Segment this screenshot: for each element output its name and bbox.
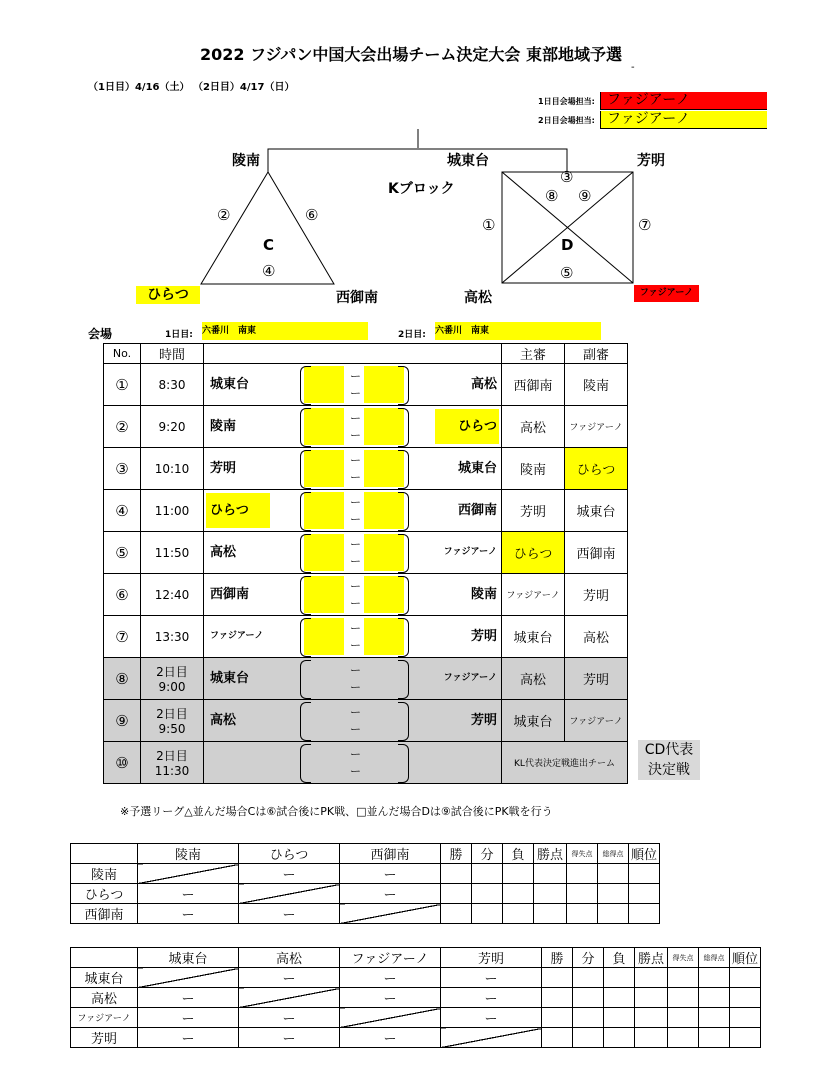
- main-referee: ひらつ: [502, 532, 565, 574]
- result-cell: [138, 1028, 239, 1048]
- score-dash-bottom: ー: [350, 513, 361, 526]
- stat-cell: [629, 884, 660, 904]
- match-cell: [204, 658, 502, 700]
- bracket-right: [398, 660, 409, 699]
- away-team: ファジアーノ: [443, 673, 497, 683]
- side-note-line1: CD代表: [644, 742, 694, 758]
- edge-d-diag-a: ⑧: [545, 187, 559, 205]
- stat-cell: [503, 864, 534, 884]
- match-number: ⑧: [104, 658, 141, 700]
- dash-mark: ー: [282, 1032, 296, 1047]
- sub-referee: ファジアーノ: [565, 700, 628, 742]
- bracket-left: [300, 450, 311, 489]
- group-d-top-right-team: 芳明: [637, 153, 665, 169]
- match-day: 2日目: [156, 749, 188, 763]
- bracket-right: [398, 702, 409, 741]
- away-team: ファジアーノ: [443, 547, 497, 557]
- stat-header: 分: [573, 948, 604, 968]
- stat-header: 負: [503, 844, 534, 864]
- column-team: ひらつ: [239, 844, 340, 864]
- match-time: 10:10: [141, 448, 204, 490]
- stat-cell: [635, 1008, 668, 1028]
- stat-cell: [730, 1008, 761, 1028]
- score-dash-bottom: ー: [350, 723, 361, 736]
- match-time: [141, 742, 204, 784]
- match-cell: [204, 532, 502, 574]
- sub-referee: 西御南: [565, 532, 628, 574]
- stat-cell: [635, 988, 668, 1008]
- stat-cell: [668, 968, 699, 988]
- venue-day1-label: 1日目:: [165, 330, 193, 340]
- stat-cell: [503, 904, 534, 924]
- stat-cell: [668, 1008, 699, 1028]
- stat-cell: [472, 864, 503, 884]
- match-number: ⑦: [104, 616, 141, 658]
- match-number: ④: [104, 490, 141, 532]
- bracket-left: [300, 408, 311, 447]
- self-cell: [340, 904, 441, 924]
- home-team: 城東台: [210, 377, 250, 392]
- corner-cell: [71, 844, 138, 864]
- stat-cell: [730, 988, 761, 1008]
- stat-header: 勝点: [534, 844, 567, 864]
- operation-day2-team: ファジアーノ: [600, 111, 767, 129]
- row-team: ひらつ: [71, 884, 138, 904]
- header-main-ref: 主審: [502, 344, 565, 364]
- stat-cell: [441, 904, 472, 924]
- stat-cell: [573, 1008, 604, 1028]
- side-note: [638, 740, 700, 780]
- main-referee: ファジアーノ: [502, 574, 565, 616]
- schedule-row: [104, 742, 628, 784]
- match-cell: [204, 364, 502, 406]
- dash-mark: ー: [484, 972, 498, 987]
- away-team: ひらつ: [458, 419, 497, 434]
- stat-cell: [542, 968, 573, 988]
- venue-day2-label: 2日目:: [398, 330, 426, 340]
- result-cell: [138, 1008, 239, 1028]
- match-number: ⑤: [104, 532, 141, 574]
- match-number: ①: [104, 364, 141, 406]
- result-cell: [138, 988, 239, 1008]
- standings-header: [71, 948, 761, 968]
- dash-mark: ー: [484, 1012, 498, 1027]
- dash-mark: ー: [181, 992, 195, 1007]
- match-time: 12:40: [141, 574, 204, 616]
- operation-day1-label: 1日目会場担当:: [538, 96, 595, 106]
- standings-table-c: [70, 843, 660, 924]
- stat-cell: [635, 1028, 668, 1048]
- stat-cell: [573, 968, 604, 988]
- stat-header: 勝: [441, 844, 472, 864]
- bracket-left: [300, 534, 311, 573]
- home-team: 陵南: [210, 419, 237, 434]
- score-dash-bottom: ー: [350, 429, 361, 442]
- schedule-row: [104, 532, 628, 574]
- stat-cell: [534, 904, 567, 924]
- result-cell: [340, 864, 441, 884]
- stat-header: 総得点: [598, 844, 629, 864]
- score-dash-top: ー: [350, 580, 361, 593]
- result-cell: [239, 864, 340, 884]
- match-number: ⑥: [104, 574, 141, 616]
- score-dash-top: ー: [350, 706, 361, 719]
- match-cell: [204, 574, 502, 616]
- sub-referee: 陵南: [565, 364, 628, 406]
- result-cell: [239, 1028, 340, 1048]
- match-number: ③: [104, 448, 141, 490]
- row-team: 芳明: [71, 1028, 138, 1048]
- stat-cell: [542, 1008, 573, 1028]
- corner-cell: [71, 948, 138, 968]
- stat-cell: [441, 864, 472, 884]
- stat-header: 順位: [730, 948, 761, 968]
- dash-mark: ー: [282, 868, 296, 883]
- bracket-right: [398, 450, 409, 489]
- score-dash-top: ー: [350, 622, 361, 635]
- home-team: 芳明: [210, 461, 237, 476]
- dash-mark: ー: [181, 1032, 195, 1047]
- match-cell: [204, 700, 502, 742]
- group-c-label: C: [263, 236, 275, 254]
- stat-cell: [542, 988, 573, 1008]
- header-sub-ref: 副審: [565, 344, 628, 364]
- bracket-diagram: [0, 0, 822, 310]
- dash-mark: ー: [484, 992, 498, 1007]
- result-cell: [340, 968, 441, 988]
- dash-mark: ー: [181, 1012, 195, 1027]
- result-cell: [441, 968, 542, 988]
- schedule-row: [104, 616, 628, 658]
- dash-mark: ー: [282, 972, 296, 987]
- edge-d-bottom: ⑤: [560, 264, 574, 282]
- stat-cell: [567, 864, 598, 884]
- row-team: 陵南: [71, 864, 138, 884]
- match-time-value: 11:30: [154, 764, 190, 778]
- home-team: 高松: [210, 545, 237, 560]
- schedule-row: [104, 490, 628, 532]
- standings-table-d: [70, 947, 761, 1048]
- standings-row: [71, 1028, 761, 1048]
- sub-referee: 城東台: [565, 490, 628, 532]
- edge-d-left: ①: [482, 216, 496, 234]
- self-cell: [340, 1008, 441, 1028]
- self-cell: [441, 1028, 542, 1048]
- match-time: 13:30: [141, 616, 204, 658]
- score-dash-bottom: ー: [350, 555, 361, 568]
- standings-header: [71, 844, 660, 864]
- score-dash-bottom: ー: [350, 765, 361, 778]
- self-cell: [138, 968, 239, 988]
- dash-mark: ー: [181, 908, 195, 923]
- schedule-row: [104, 364, 628, 406]
- sub-referee: 芳明: [565, 574, 628, 616]
- bracket-right: [398, 744, 409, 783]
- standings-row: [71, 988, 761, 1008]
- sub-referee: ファジアーノ: [565, 406, 628, 448]
- column-team: 高松: [239, 948, 340, 968]
- match-time: [141, 658, 204, 700]
- stat-header: 総得点: [699, 948, 730, 968]
- row-team: 高松: [71, 988, 138, 1008]
- schedule-row: [104, 448, 628, 490]
- side-note-line2: 決定戦: [648, 762, 690, 778]
- score-dash-bottom: ー: [350, 597, 361, 610]
- row-team: 西御南: [71, 904, 138, 924]
- away-team: 高松: [470, 377, 497, 392]
- away-team: 芳明: [470, 629, 497, 644]
- match-cell: [204, 742, 502, 784]
- sub-referee: 高松: [565, 616, 628, 658]
- stat-cell: [472, 884, 503, 904]
- header-time: 時間: [141, 344, 204, 364]
- page-title: 2022 フジパン中国大会出場チーム決定大会 東部地域予選: [200, 45, 622, 64]
- stat-cell: [629, 904, 660, 924]
- column-team: 西御南: [340, 844, 441, 864]
- main-referee: 高松: [502, 658, 565, 700]
- advance-note: KL代表決定戦進出チーム: [502, 742, 628, 784]
- dash-mark: ー: [383, 1032, 397, 1047]
- header-match: [204, 344, 502, 364]
- edge-d-diag-b: ⑨: [578, 187, 592, 205]
- standings-row: [71, 864, 660, 884]
- venue-label: 会場: [88, 327, 113, 341]
- stat-cell: [503, 884, 534, 904]
- dash-mark: ー: [383, 992, 397, 1007]
- venue-day2-value: 六番川 南東: [435, 322, 601, 340]
- away-team: 西御南: [457, 503, 497, 518]
- stat-cell: [730, 968, 761, 988]
- away-team: 陵南: [470, 587, 497, 602]
- row-team: 城東台: [71, 968, 138, 988]
- dash-mark: ー: [282, 908, 296, 923]
- schedule-row: [104, 658, 628, 700]
- bracket-right: [398, 408, 409, 447]
- stat-header: 負: [604, 948, 635, 968]
- column-team: 陵南: [138, 844, 239, 864]
- event-dates: （1日目）4/16（土） （2日目）4/17（日）: [88, 82, 295, 93]
- main-referee: 城東台: [502, 616, 565, 658]
- column-team: 城東台: [138, 948, 239, 968]
- bracket-left: [300, 576, 311, 615]
- group-c-bottom-right-team: 西御南: [336, 290, 378, 306]
- score-dash-bottom: ー: [350, 639, 361, 652]
- schedule-row: [104, 574, 628, 616]
- stat-cell: [699, 1028, 730, 1048]
- self-cell: [239, 988, 340, 1008]
- bracket-left: [300, 660, 311, 699]
- schedule-row: [104, 406, 628, 448]
- stat-cell: [573, 988, 604, 1008]
- score-dash-bottom: ー: [350, 681, 361, 694]
- edge-d-top: ③: [560, 168, 574, 186]
- stat-header: 勝: [542, 948, 573, 968]
- self-cell: [138, 864, 239, 884]
- dash-mark: ー: [383, 888, 397, 903]
- edge-d-right: ⑦: [638, 216, 652, 234]
- bracket-left: [300, 744, 311, 783]
- stat-cell: [629, 864, 660, 884]
- match-day: 2日目: [156, 707, 188, 721]
- score-dash-bottom: ー: [350, 471, 361, 484]
- sub-referee: ひらつ: [565, 448, 628, 490]
- stat-cell: [598, 864, 629, 884]
- group-d-bottom-left-team: 高松: [464, 290, 492, 306]
- group-c-bottom-left-team: ひらつ: [136, 286, 200, 304]
- stat-cell: [604, 1028, 635, 1048]
- result-cell: [441, 988, 542, 1008]
- score-dash-top: ー: [350, 664, 361, 677]
- match-number: ⑨: [104, 700, 141, 742]
- stat-cell: [699, 988, 730, 1008]
- match-cell: [204, 616, 502, 658]
- result-cell: [239, 1008, 340, 1028]
- edge-c-right: ⑥: [305, 206, 319, 224]
- standings-row: [71, 1008, 761, 1028]
- tiebreak-note: ※予選リーグ△並んだ場合Cは⑥試合後にPK戦、□並んだ場合Dは⑨試合後にPK戦を行う: [120, 805, 553, 818]
- match-time-value: 9:50: [158, 722, 186, 736]
- stat-cell: [567, 884, 598, 904]
- main-referee: 陵南: [502, 448, 565, 490]
- bracket-left: [300, 618, 311, 657]
- stat-cell: [668, 1028, 699, 1048]
- bracket-right: [398, 534, 409, 573]
- stat-header: 得失点: [567, 844, 598, 864]
- stat-cell: [598, 904, 629, 924]
- score-dash-top: ー: [350, 454, 361, 467]
- dash-mark: ー: [181, 888, 195, 903]
- stat-cell: [604, 988, 635, 1008]
- main-referee: 城東台: [502, 700, 565, 742]
- bracket-left: [300, 492, 311, 531]
- stat-cell: [635, 968, 668, 988]
- match-time-value: 9:00: [158, 680, 186, 694]
- away-team: 芳明: [470, 713, 497, 728]
- stat-cell: [567, 904, 598, 924]
- stat-header: 順位: [629, 844, 660, 864]
- stat-cell: [730, 1028, 761, 1048]
- top-right-mark: -: [631, 62, 635, 73]
- group-d-label: D: [561, 236, 574, 254]
- stat-cell: [472, 904, 503, 924]
- stat-header: 勝点: [635, 948, 668, 968]
- stat-cell: [534, 884, 567, 904]
- edge-c-bottom: ④: [262, 262, 276, 280]
- bracket-left: [300, 702, 311, 741]
- result-cell: [138, 884, 239, 904]
- stat-header: 分: [472, 844, 503, 864]
- standings-row: [71, 884, 660, 904]
- dash-mark: ー: [383, 868, 397, 883]
- bracket-right: [398, 492, 409, 531]
- standings-row: [71, 968, 761, 988]
- sub-referee: 芳明: [565, 658, 628, 700]
- main-referee: 芳明: [502, 490, 565, 532]
- stat-cell: [441, 884, 472, 904]
- result-cell: [239, 904, 340, 924]
- score-dash-bottom: ー: [350, 387, 361, 400]
- result-cell: [340, 1028, 441, 1048]
- stat-cell: [542, 1028, 573, 1048]
- schedule-table: [103, 343, 628, 784]
- group-d-bottom-right-team: ファジアーノ: [634, 285, 699, 302]
- group-c-top-team: 陵南: [232, 153, 260, 169]
- stat-cell: [573, 1028, 604, 1048]
- home-team: 西御南: [210, 587, 250, 602]
- score-dash-top: ー: [350, 538, 361, 551]
- score-dash-top: ー: [350, 412, 361, 425]
- result-cell: [441, 1008, 542, 1028]
- stat-cell: [699, 968, 730, 988]
- schedule-row: [104, 700, 628, 742]
- result-cell: [239, 968, 340, 988]
- dash-mark: ー: [383, 972, 397, 987]
- column-team: ファジアーノ: [340, 948, 441, 968]
- self-cell: [239, 884, 340, 904]
- score-dash-top: ー: [350, 496, 361, 509]
- match-number: ②: [104, 406, 141, 448]
- score-dash-top: ー: [350, 370, 361, 383]
- standings-row: [71, 904, 660, 924]
- match-time: 8:30: [141, 364, 204, 406]
- result-cell: [138, 904, 239, 924]
- dash-mark: ー: [282, 1012, 296, 1027]
- away-team: 城東台: [457, 461, 497, 476]
- edge-c-left: ②: [217, 206, 231, 224]
- match-cell: [204, 490, 502, 532]
- venue-day1-value: 六番川 南東: [202, 322, 368, 340]
- match-cell: [204, 448, 502, 490]
- home-team: ひらつ: [210, 503, 249, 518]
- match-number: ⑩: [104, 742, 141, 784]
- operation-day2-label: 2日目会場担当:: [538, 115, 595, 125]
- score-dash-top: ー: [350, 748, 361, 761]
- header-no: No.: [104, 344, 141, 364]
- home-team: 高松: [210, 713, 237, 728]
- stat-cell: [534, 864, 567, 884]
- match-cell: [204, 406, 502, 448]
- match-time: 11:00: [141, 490, 204, 532]
- group-d-top-left-team: 城東台: [447, 153, 489, 169]
- stat-cell: [699, 1008, 730, 1028]
- bracket-right: [398, 366, 409, 405]
- stat-cell: [604, 968, 635, 988]
- bracket-right: [398, 576, 409, 615]
- match-time: [141, 700, 204, 742]
- home-team: 城東台: [210, 671, 250, 686]
- stat-cell: [668, 988, 699, 1008]
- home-team: ファジアーノ: [210, 631, 264, 641]
- bracket-left: [300, 366, 311, 405]
- main-referee: 西御南: [502, 364, 565, 406]
- main-referee: 高松: [502, 406, 565, 448]
- match-day: 2日目: [156, 665, 188, 679]
- row-team: ファジアーノ: [71, 1008, 138, 1028]
- operation-day1-team: ファジアーノ: [600, 92, 767, 110]
- result-cell: [340, 988, 441, 1008]
- stat-header: 得失点: [668, 948, 699, 968]
- match-time: 9:20: [141, 406, 204, 448]
- result-cell: [340, 884, 441, 904]
- column-team: 芳明: [441, 948, 542, 968]
- stat-cell: [604, 1008, 635, 1028]
- stat-cell: [598, 884, 629, 904]
- bracket-right: [398, 618, 409, 657]
- match-time: 11:50: [141, 532, 204, 574]
- block-name: Kブロック: [388, 181, 455, 197]
